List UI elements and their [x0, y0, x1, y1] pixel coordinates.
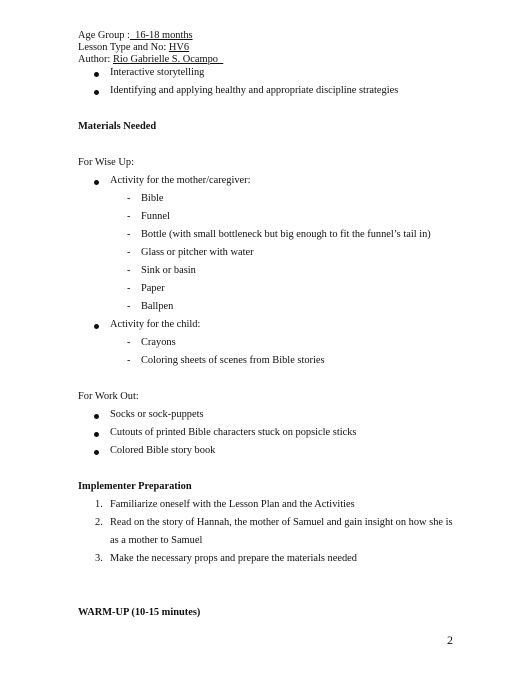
work-out-item: Socks or sock-puppets [110, 409, 204, 420]
bullet-icon [94, 72, 99, 77]
dash-marker: - [127, 247, 131, 258]
work-out-label: For Work Out: [78, 391, 139, 402]
material-item: Coloring sheets of scenes from Bible stories [141, 355, 325, 366]
warmup-heading: WARM-UP (10-15 minutes) [78, 607, 201, 618]
material-item: Sink or basin [141, 265, 196, 276]
dash-marker: - [127, 283, 131, 294]
material-item: Glass or pitcher with water [141, 247, 254, 258]
work-out-item: Cutouts of printed Bible characters stuck on popsicle sticks [110, 427, 357, 438]
objective-item: Identifying and applying healthy and appropriate discipline strategies [110, 85, 399, 96]
step-text: Familiarize oneself with the Lesson Plan and the Activities [110, 499, 355, 510]
step-text-continuation: as a mother to Samuel [110, 535, 203, 546]
lesson-type-line [78, 42, 189, 54]
bullet-icon [94, 414, 99, 419]
material-item: Ballpen [141, 301, 174, 312]
dash-marker: - [127, 337, 131, 348]
age-group-value: _16-18 months [129, 30, 193, 41]
dash-marker: - [127, 211, 131, 222]
materials-heading: Materials Needed [78, 121, 157, 132]
age-group-label: Age Group : [78, 30, 130, 41]
age-group-line [78, 30, 193, 42]
work-out-item: Colored Bible story book [110, 445, 216, 456]
dash-marker: - [127, 301, 131, 312]
dash-marker: - [127, 229, 131, 240]
material-item: Paper [141, 283, 165, 294]
wise-up-label: For Wise Up: [78, 157, 134, 168]
author-label: Author: [78, 54, 111, 65]
step-text: Read on the story of Hannah, the mother of Samuel and gain insight on how she is [110, 517, 453, 528]
child-activity-label: Activity for the child: [110, 319, 201, 330]
bullet-icon [94, 450, 99, 455]
bullet-icon [94, 432, 99, 437]
material-item: Funnel [141, 211, 170, 222]
step-number: 3. [95, 553, 103, 564]
objective-item: Interactive storytelling [110, 67, 205, 78]
step-text: Make the necessary props and prepare the materials needed [110, 553, 357, 564]
dash-marker: - [127, 355, 131, 366]
dash-marker: - [127, 265, 131, 276]
bullet-icon [94, 180, 99, 185]
material-item: Bottle (with small bottleneck but big enough to fit the funnel’s tail in) [141, 229, 431, 240]
lesson-type-label: Lesson Type and No: [78, 42, 167, 53]
preparation-heading: Implementer Preparation [78, 481, 192, 492]
author-value: Rio Gabrielle S. Ocampo_ [112, 54, 224, 65]
material-item: Crayons [141, 337, 176, 348]
bullet-icon [94, 324, 99, 329]
material-item: Bible [141, 193, 164, 204]
bullet-icon [94, 90, 99, 95]
author-line [78, 54, 223, 66]
lesson-type-value: HV6 [168, 42, 190, 53]
step-number: 2. [95, 517, 103, 528]
mother-activity-label: Activity for the mother/caregiver: [110, 175, 251, 186]
page-number: 2 [447, 633, 453, 647]
step-number: 1. [95, 499, 103, 510]
dash-marker: - [127, 193, 131, 204]
